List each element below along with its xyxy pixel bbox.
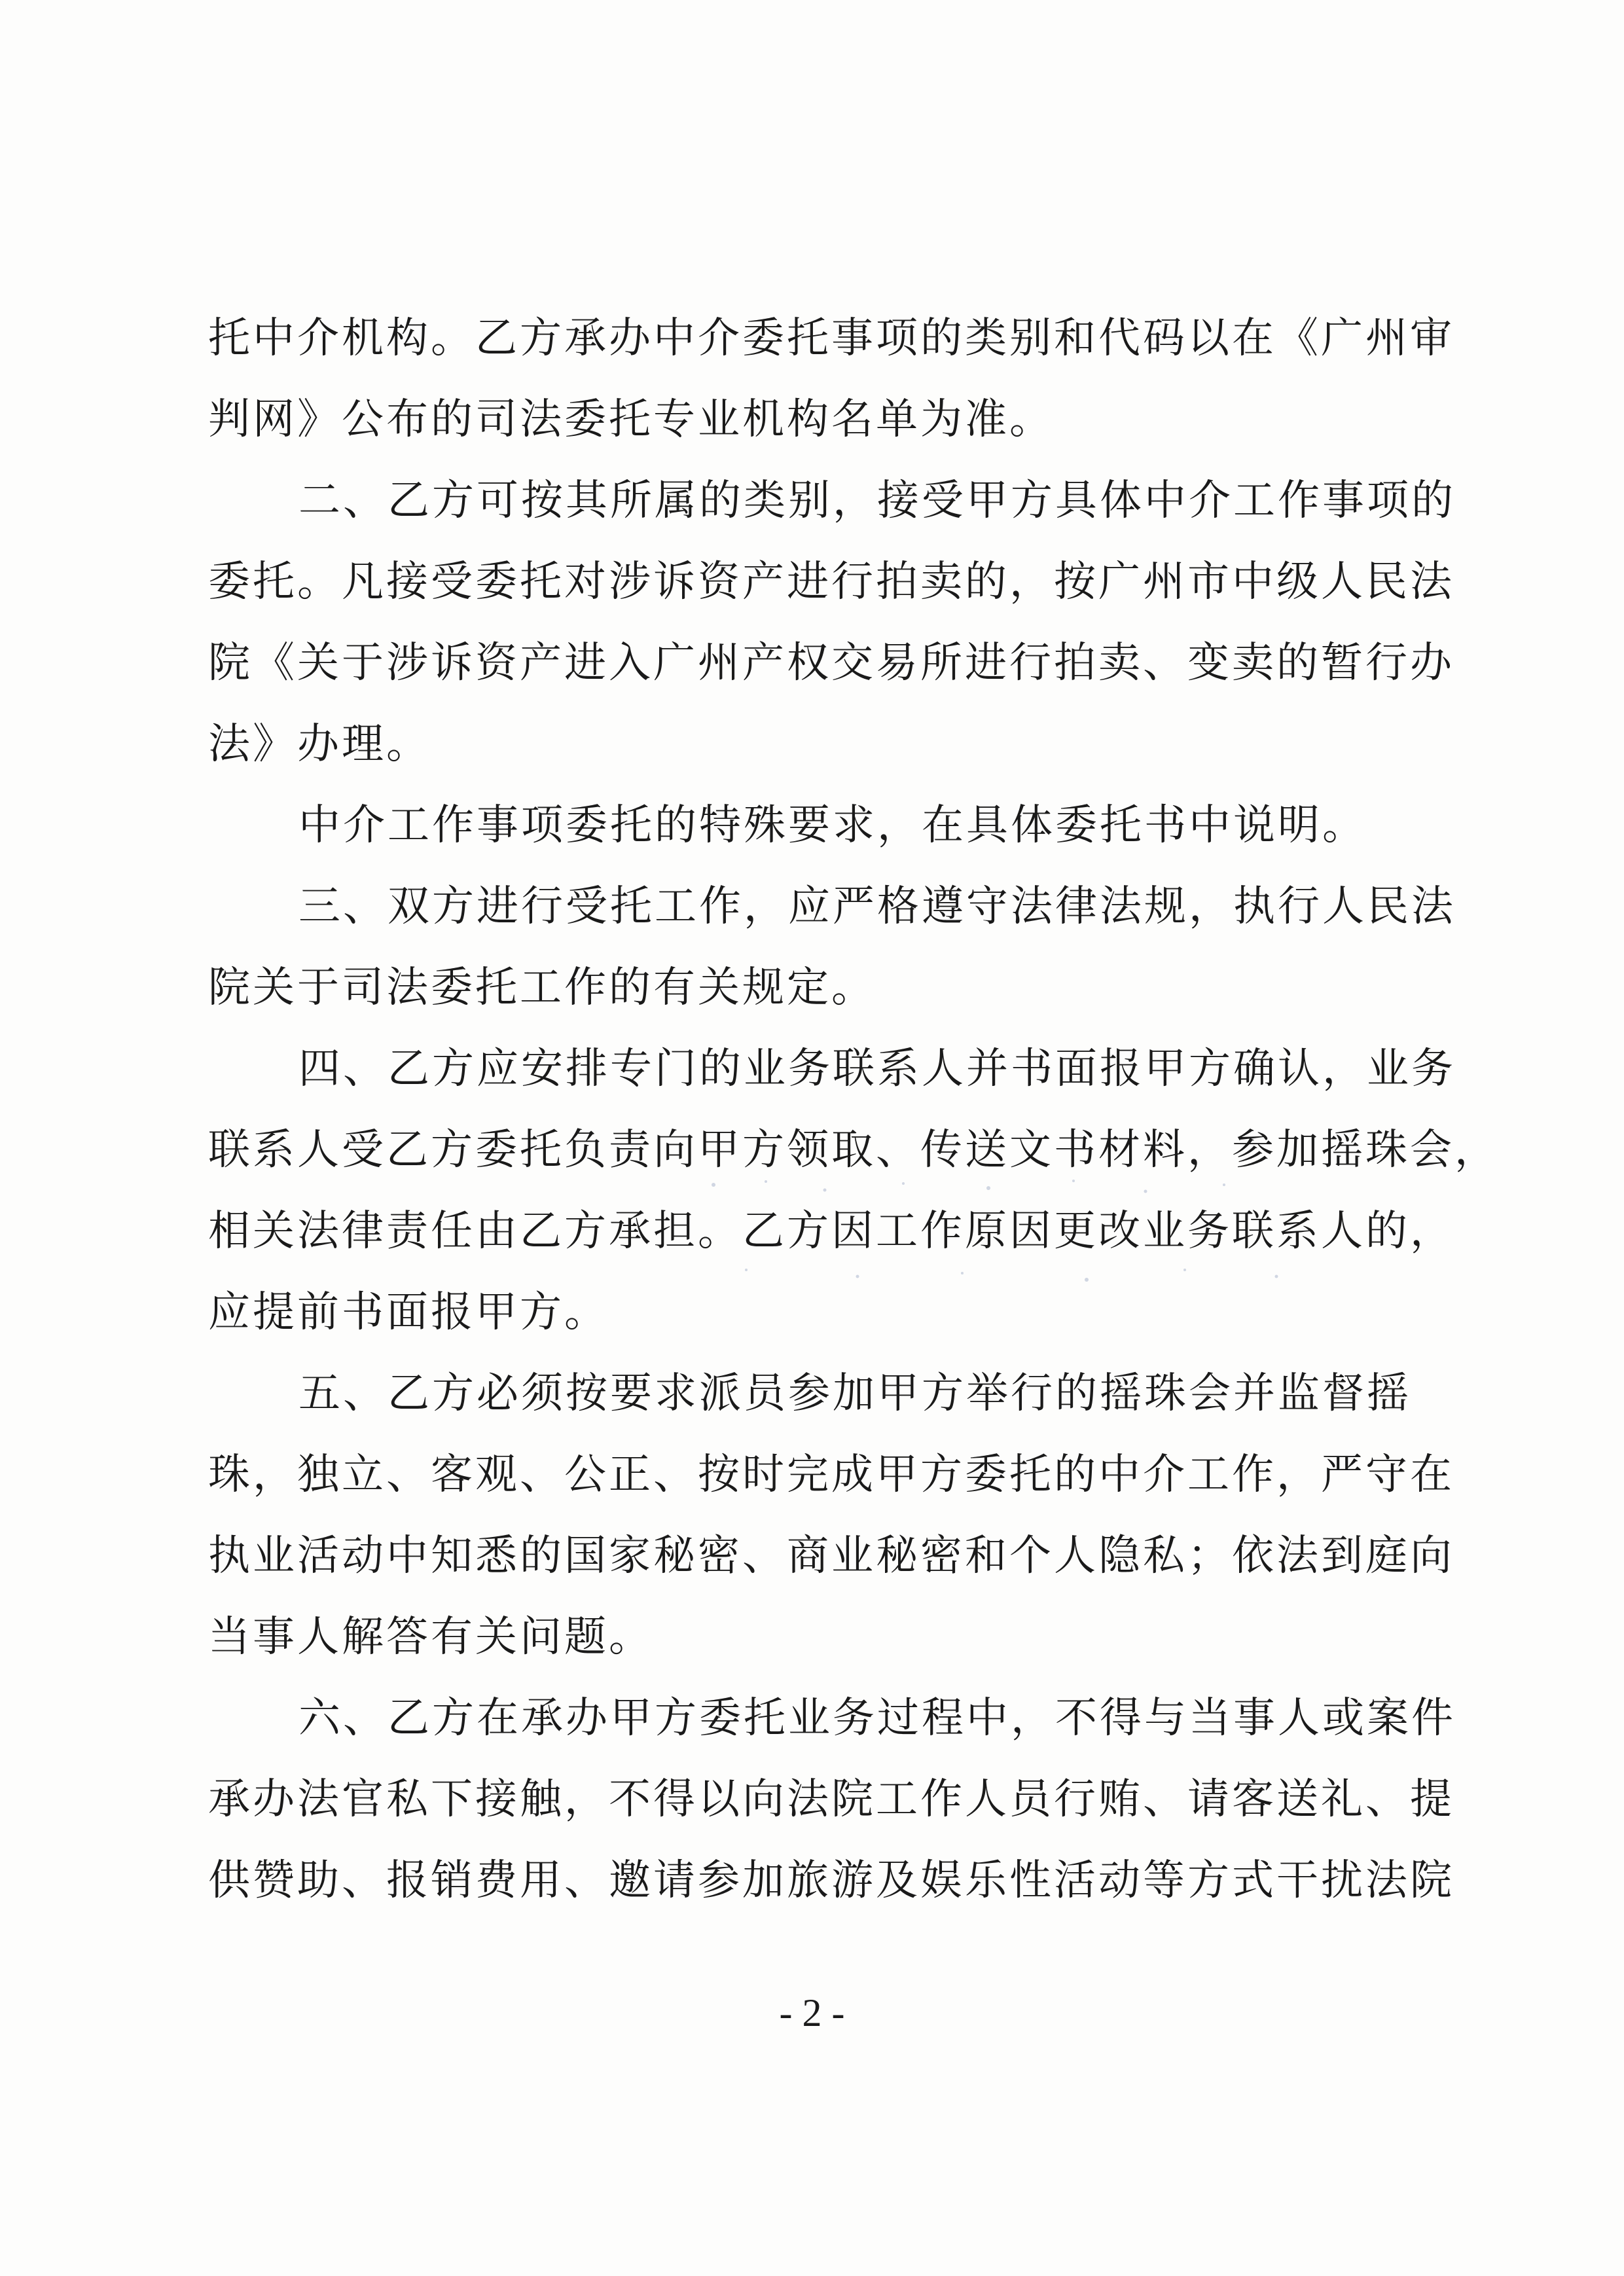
text-line: 托中介机构。乙方承办中介委托事项的类别和代码以在《广州审 bbox=[208, 314, 1454, 363]
text-line: 中介工作事项委托的特殊要求，在具体委托书中说明。 bbox=[298, 801, 1367, 850]
text-line: 法》办理。 bbox=[208, 720, 431, 768]
text-line: 珠，独立、客观、公正、按时完成甲方委托的中介工作，严守在 bbox=[208, 1451, 1454, 1499]
document-body bbox=[208, 298, 1499, 1921]
text-line: 三、双方进行受托工作，应严格遵守法律法规，执行人民法 bbox=[298, 882, 1456, 931]
text-line: 院《关于涉诉资产进入广州产权交易所进行拍卖、变卖的暂行办 bbox=[208, 639, 1454, 687]
text-line: 应提前书面报甲方。 bbox=[208, 1288, 609, 1337]
text-line: 供赞助、报销费用、邀请参加旅游及娱乐性活动等方式干扰法院 bbox=[208, 1856, 1454, 1905]
text-line: 六、乙方在承办甲方委托业务过程中，不得与当事人或案件 bbox=[298, 1694, 1456, 1743]
text-line: 执业活动中知悉的国家秘密、商业秘密和个人隐私；依法到庭向 bbox=[208, 1532, 1454, 1580]
text-line: 四、乙方应安排专门的业务联系人并书面报甲方确认，业务 bbox=[298, 1045, 1456, 1093]
text-line: 联系人受乙方委托负责向甲方领取、传送文书材料，参加摇珠会， bbox=[208, 1126, 1499, 1174]
text-line: 当事人解答有关问题。 bbox=[208, 1613, 653, 1661]
text-line: 五、乙方必须按要求派员参加甲方举行的摇珠会并监督摇 bbox=[298, 1369, 1411, 1418]
text-line: 院关于司法委托工作的有关规定。 bbox=[208, 964, 876, 1012]
text-line: 二、乙方可按其所属的类别，接受甲方具体中介工作事项的 bbox=[298, 477, 1456, 525]
text-line: 判网》公布的司法委托专业机构名单为准。 bbox=[208, 395, 1054, 444]
text-line: 委托。凡接受委托对涉诉资产进行拍卖的，按广州市中级人民法 bbox=[208, 558, 1454, 606]
text-line: 相关法律责任由乙方承担。乙方因工作原因更改业务联系人的， bbox=[208, 1207, 1454, 1255]
page-number: - 2 - bbox=[779, 1991, 845, 2034]
text-line: 承办法官私下接触，不得以向法院工作人员行贿、请客送礼、提 bbox=[208, 1775, 1454, 1824]
